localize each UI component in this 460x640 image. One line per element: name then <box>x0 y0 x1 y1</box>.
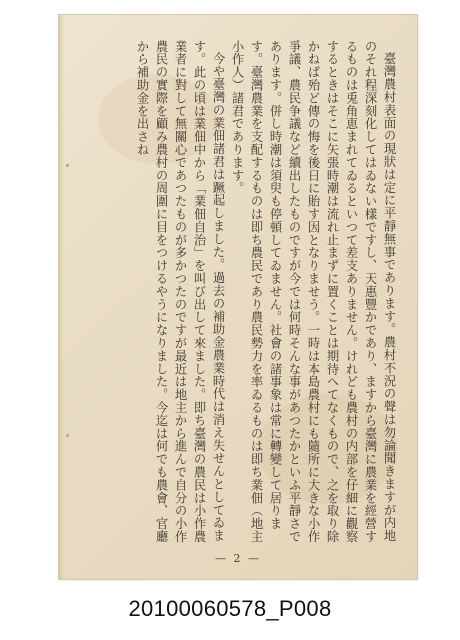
page-number: — 2 — <box>215 552 261 565</box>
paragraph: 臺灣農村表面の現狀は定に平靜無事であります。農村不況の聲は勿論聞きますが内地のそれ程深刻化してはゐない樣ですし、天惠豐かであり、ますから臺灣に農業を經營するものは兎角恵まれてゐるといつて差支ありません。けれども農村の内部を仔細に觀察するときはそこに矢張時潮は流れ止まずに置くことは期待へてなくもので、之を取り除かねば殆ど傳の悔を後日に貽す因となりませう。一時は本島農村にも隨所に大きな小作爭議、農民争議など續出したものですが今では何時そんな事があつたかといふ平靜さであります。併し時潮は須臾も停頓してゐません。社會の諸事象は常に轉變して居ります。臺灣農業を支配するものは即ち農民であり農民勢力を率ゐるものは即ち業佃（地主小作人）諸君であります。 <box>230 40 396 544</box>
catalog-id: 20100060578_P008 <box>128 596 332 621</box>
paragraph: 今や臺灣の業佃諸君は蹶起しました。過去の補助金農業時代は消え失せんとしてゐます。此の頃は業佃中から「業佃自治」を叫び出して來ました。即ち臺灣の農民は小作農業者に對して無關心であつたものが多かつたのですが最近は地主から進んで自分の小作農民の實際を顧み農村の周圍に目をつけるやうになりました。今迄は何でも農會、官廳から補助金を出さね <box>135 40 225 544</box>
body-text <box>88 40 398 545</box>
binding-stitch <box>66 164 69 167</box>
binding-stitch <box>66 434 69 437</box>
document-page <box>58 14 418 580</box>
